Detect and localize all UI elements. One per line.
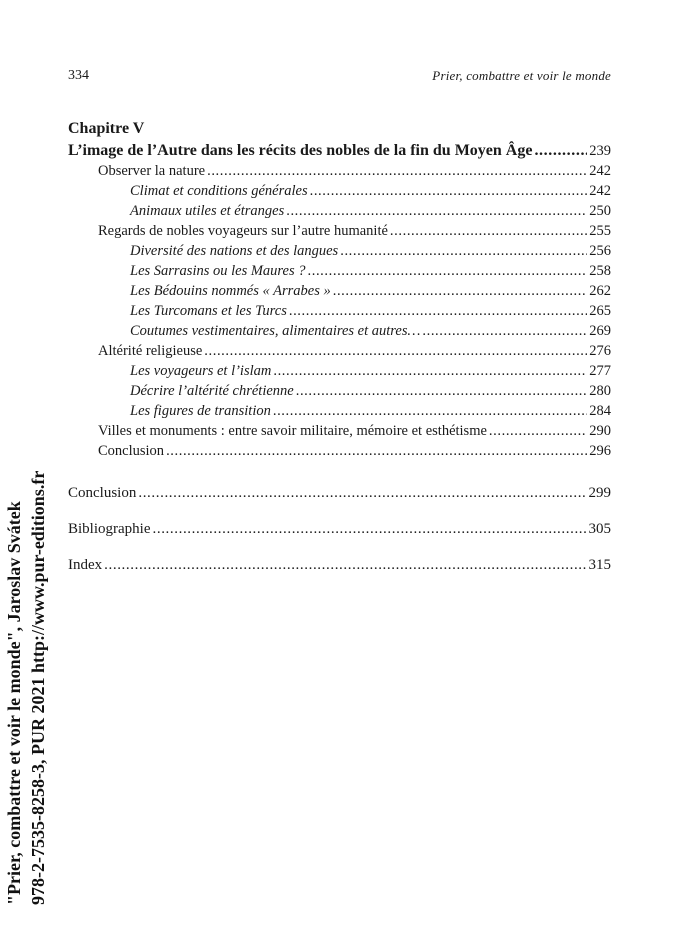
toc-entry-page: 305 [588, 521, 611, 537]
dot-leader [310, 181, 588, 201]
toc-entry-page: 299 [588, 485, 611, 501]
toc-entry[interactable] [68, 201, 611, 221]
dot-leader [207, 161, 587, 181]
toc-entry-page: 265 [589, 303, 611, 319]
toc-entry-title: L’image de l’Autre dans les récits des nobles de la fin du Moyen Âge [68, 142, 533, 159]
toc-entry-page: 250 [589, 203, 611, 219]
dot-leader [340, 241, 587, 261]
toc-entry-conclusion[interactable] [68, 475, 611, 511]
toc-entry-page: 296 [589, 443, 611, 459]
dot-leader [489, 421, 587, 441]
toc-entry-page: 315 [588, 557, 611, 573]
toc-entry[interactable] [68, 221, 611, 241]
toc-entry[interactable] [68, 301, 611, 321]
toc-entry[interactable] [68, 281, 611, 301]
toc-entry-page: 256 [589, 243, 611, 259]
dot-leader [153, 511, 587, 547]
toc-entry[interactable] [68, 381, 611, 401]
dot-leader [166, 441, 587, 461]
dot-leader [273, 361, 587, 381]
toc-entry-page: 239 [589, 143, 611, 159]
toc-entry[interactable] [68, 241, 611, 261]
toc-entry[interactable] [68, 361, 611, 381]
toc-entry-page: 290 [589, 423, 611, 439]
toc-entry-page: 280 [589, 383, 611, 399]
page-number: 334 [68, 68, 89, 83]
toc-entry-title: Regards de nobles voyageurs sur l’autre humanité [98, 223, 388, 239]
toc-entry-title: Décrire l’altérité chrétienne [130, 383, 294, 399]
toc-entry-title: Observer la nature [98, 163, 206, 179]
dot-leader [286, 201, 587, 221]
toc-entry-page: 242 [589, 163, 611, 179]
toc-entry-title: Animaux utiles et étranges [130, 203, 285, 219]
dot-leader [333, 281, 588, 301]
dot-leader [138, 475, 586, 511]
toc-entry-title: Les Bédouins nommés « Arrabes » [130, 283, 331, 299]
dot-leader [534, 140, 587, 161]
dot-leader [296, 381, 588, 401]
toc-entry-title: Conclusion [98, 443, 165, 459]
toc-entry[interactable] [68, 161, 611, 181]
toc-entry-title: Diversité des nations et des langues [130, 243, 339, 259]
toc-entry[interactable] [68, 401, 611, 421]
toc-entry-title: Bibliographie [68, 521, 151, 537]
toc-entry-title: Climat et conditions générales [130, 183, 308, 199]
toc-entry-page: 258 [589, 263, 611, 279]
page-header [68, 68, 611, 90]
toc-entry-page: 255 [589, 223, 611, 239]
dot-leader [390, 221, 587, 241]
toc-entry-title: Altérité religieuse [98, 343, 203, 359]
toc-entry-bibliographie[interactable] [68, 511, 611, 547]
watermark-line-1: "Prier, combattre et voir le monde", Jaroslav Svátek [4, 501, 24, 905]
toc-entry-title: Les figures de transition [130, 403, 271, 419]
toc-entry[interactable] [68, 321, 611, 341]
toc-entry-title: Conclusion [68, 485, 137, 501]
toc-entry-title: Index [68, 557, 103, 573]
dot-leader [289, 301, 587, 321]
toc-entry-title: Les Turcomans et les Turcs [130, 303, 287, 319]
toc-entry[interactable] [68, 181, 611, 201]
dot-leader [104, 547, 586, 583]
toc-entry[interactable] [68, 261, 611, 281]
toc-entry[interactable] [68, 441, 611, 461]
toc-entry-title: Coutumes vestimentaires, alimentaires et autres… [130, 323, 421, 339]
toc-entry-page: 284 [589, 403, 611, 419]
dot-leader [422, 321, 587, 341]
toc-entry[interactable] [68, 421, 611, 441]
toc-entry-page: 277 [589, 363, 611, 379]
toc-entry-chapter-title[interactable] [68, 140, 611, 161]
toc-entry[interactable] [68, 341, 611, 361]
chapter-label: Chapitre V [68, 120, 145, 137]
toc-entry-title: Villes et monuments : entre savoir militaire, mémoire et esthétisme [98, 423, 487, 439]
watermark-line-2: 978-2-7535-8258-3, PUR 2021 http://www.pur-editions.fr [28, 470, 48, 905]
running-title: Prier, combattre et voir le monde [432, 68, 611, 83]
toc-entry-title: Les voyageurs et l’islam [130, 363, 272, 379]
toc-entry-index[interactable] [68, 547, 611, 583]
toc-entry-title: Les Sarrasins ou les Maures ? [130, 263, 306, 279]
dot-leader [273, 401, 587, 421]
toc-entry-page: 276 [589, 343, 611, 359]
dot-leader [204, 341, 587, 361]
toc-entry-page: 269 [589, 323, 611, 339]
dot-leader [308, 261, 588, 281]
toc-entry-page: 242 [589, 183, 611, 199]
toc-entry-page: 262 [589, 283, 611, 299]
table-of-contents [68, 118, 611, 583]
